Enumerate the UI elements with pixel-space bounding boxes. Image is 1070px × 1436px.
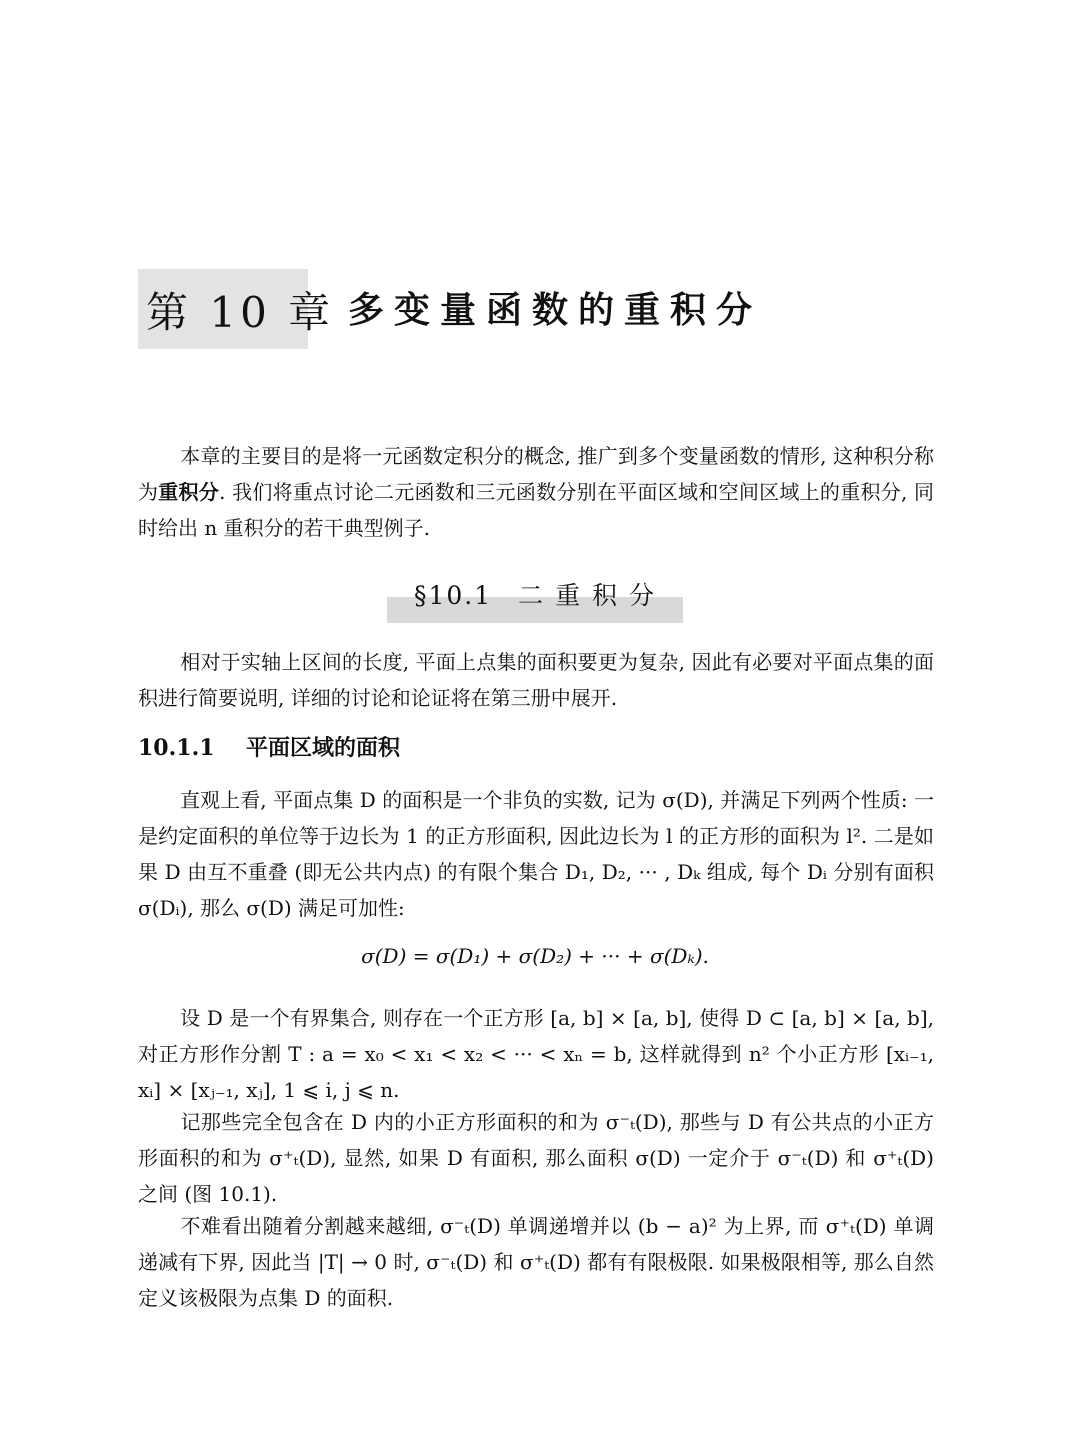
paragraph-2 [138,1000,934,1108]
paragraph-3 [138,1104,934,1212]
intro-term: 重积分 [158,480,220,504]
section-intro-text: 相对于实轴上区间的长度, 平面上点集的面积要更为复杂, 因此有必要对平面点集的面积进行简要说明, 详细的讨论和论证将在第三册中展开. [138,650,934,710]
paragraph-2-text: 设 D 是一个有界集合, 则存在一个正方形 [a, b] × [a, b], 使得 D ⊂ [a, b] × [a, b], 对正方形作分割 T : a = x₀ < x₁ < x₂ < ··· < xₙ = b, 这样就得到 n² 个小正方形 [xᵢ₋₁, xᵢ] × [xⱼ₋₁, xⱼ], 1 ⩽ i, j ⩽ n. [138,1006,934,1102]
intro-text-after: . 我们将重点讨论二元函数和三元函数分别在平面区域和空间区域上的重积分, 同时给出 n 重积分的若干典型例子. [138,480,935,540]
section-intro-paragraph [138,644,934,716]
paragraph-4 [138,1208,934,1316]
intro-paragraph [138,438,934,546]
section-number: §10.1 [413,581,493,610]
subsection-heading [138,731,400,762]
intro-text-before: 本章的主要目的是将一元函数定积分的概念, 推广到多个变量函数的情形, 这种积分称为 [138,444,934,504]
subsection-title: 平面区域的面积 [246,735,401,761]
chapter-title: 多变量函数的重积分 [348,289,763,331]
section-title: 二 重 积 分 [518,581,656,610]
paragraph-3-text: 记那些完全包含在 D 内的小正方形面积的和为 σ⁻ₜ(D), 那些与 D 有公共点的小正方形面积的和为 σ⁺ₜ(D), 显然, 如果 D 有面积, 那么面积 σ(D) 一定介于 σ⁻ₜ(D) 和 σ⁺ₜ(D) 之间 (图 10.1). [138,1110,934,1206]
paragraph-1-text: 直观上看, 平面点集 D 的面积是一个非负的实数, 记为 σ(D), 并满足下列两个性质: 一是约定面积的单位等于边长为 1 的正方形面积, 因此边长为 l 的正方形的面积为 l². 二是如果 D 由互不重叠 (即无公共内点) 的有限个集合 D₁, D₂, ··· , Dₖ 组成, 每个 Dᵢ 分别有面积 σ(Dᵢ), 那么 σ(D) 满足可加性: [138,788,934,920]
subsection-number: 10.1.1 [138,735,215,761]
paragraph-1 [138,782,934,926]
chapter-number: 第 10 章 [146,288,335,337]
section-heading [387,576,683,612]
paragraph-4-text: 不难看出随着分割越来越细, σ⁻ₜ(D) 单调递增并以 (b − a)² 为上界, 而 σ⁺ₜ(D) 单调递减有下界, 因此当 |T| → 0 时, σ⁻ₜ(D) 和 σ⁺ₜ(D) 都有有限极限. 如果极限相等, 那么自然定义该极限为点集 D 的面积. [138,1214,934,1310]
additivity-equation: σ(D) = σ(D₁) + σ(D₂) + ··· + σ(Dₖ). [361,944,709,968]
